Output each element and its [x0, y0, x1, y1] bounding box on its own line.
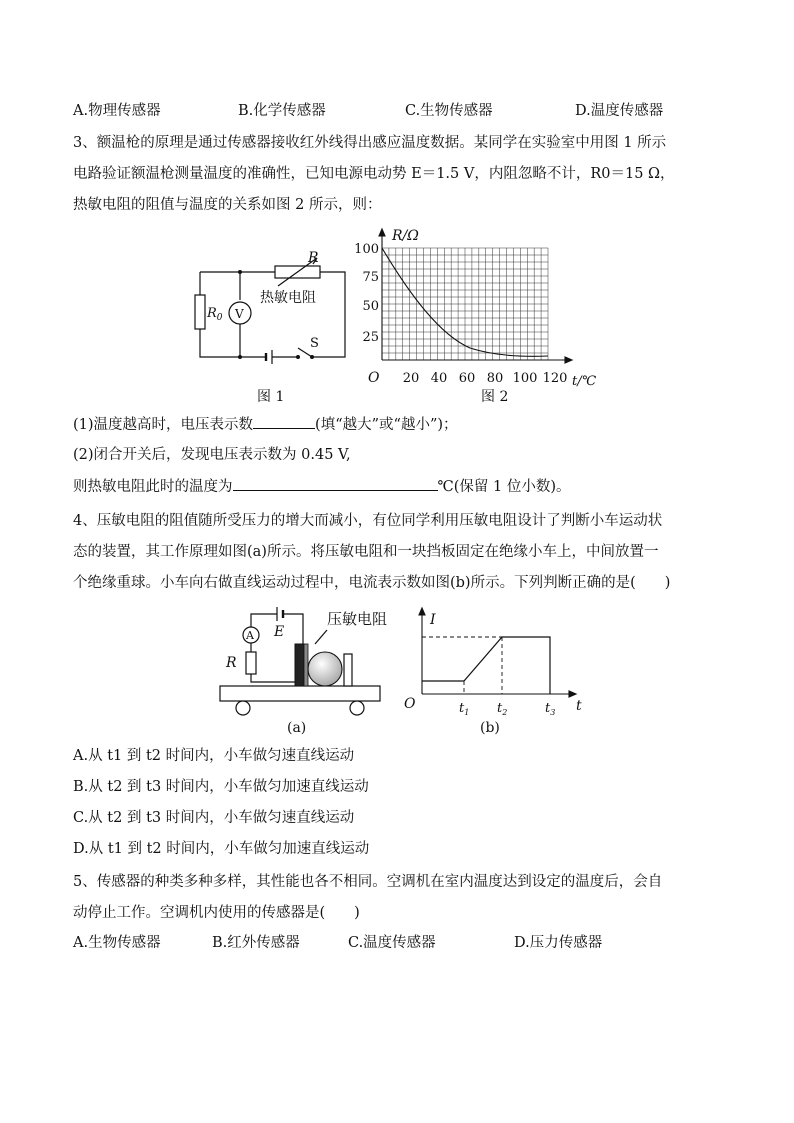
q5-option-d[interactable]: D.压力传感器: [514, 935, 603, 951]
fig2-xtick: 40: [430, 371, 448, 386]
q2-option-c: C.生物传感器: [405, 103, 493, 119]
insulating-ball: [308, 652, 342, 686]
fig2-ytick: 100: [354, 242, 379, 257]
figure-a-caption: (a): [287, 720, 307, 736]
q4-option-a[interactable]: A.从 t1 到 t2 时间内，小车做匀速直线运动: [73, 748, 355, 764]
q5-option-c[interactable]: C.温度传感器: [348, 935, 436, 951]
fig-b-x-label: t: [576, 698, 582, 714]
q4-text-line-3: 个绝缘重球。小车向右做直线运动过程中，电流表示数如图(b)所示。下列判断正确的是( ): [73, 575, 671, 591]
fig1-thermistor-label: 热敏电阻: [260, 290, 316, 306]
q3-text-line-1: 3、额温枪的原理是通过传感器接收红外线得出感应温度数据。某同学在实验室中用图 1 所示: [73, 135, 667, 151]
fig-a-e-label: E: [274, 624, 285, 640]
q3-sub-question-2: (2)闭合开关后，发现电压表示数为 0.45 V,: [73, 447, 351, 463]
fig-b-t1: $t_1$: [459, 701, 470, 716]
fig1-switch-label: S: [310, 336, 319, 351]
q3-sub-question-3: 则热敏电阻此时的温度为 ℃(保留 1 位小数)。: [73, 475, 570, 498]
fig-b-current-line: [422, 637, 550, 694]
figure-1-caption: 图 1: [257, 389, 285, 405]
fig2-ytick: 25: [362, 330, 379, 345]
q5-text-line-1: 5、传感器的种类多种多样，其性能也各不相同。空调机在室内温度达到设定的温度后，会自: [73, 874, 663, 890]
fig-a-sensor-label: 压敏电阻: [327, 610, 388, 628]
answer-blank-1[interactable]: [253, 413, 315, 429]
q5-option-b[interactable]: B.红外传感器: [212, 935, 300, 951]
q5-option-a[interactable]: A.生物传感器: [73, 935, 161, 951]
fig-b-origin: O: [404, 696, 416, 712]
fig-b-t2: $t_2$: [497, 701, 508, 716]
q4-text-line-2: 态的装置，其工作原理如图(a)所示。将压敏电阻和一块挡板固定在绝缘小车上，中间放置一: [73, 544, 659, 560]
q4-text-line-1: 4、压敏电阻的阻值随所受压力的增大而减小，有位同学利用压敏电阻设计了判断小车运动状: [73, 513, 663, 529]
figure-b-graph: [400, 604, 590, 716]
fig1-r-label: R: [308, 250, 319, 266]
fig2-xtick: 120: [542, 371, 568, 386]
fig2-y-axis-label: R/Ω: [392, 228, 419, 244]
fig-a-r-label: R: [226, 655, 237, 671]
q3-text-line-2: 电路验证额温枪测量温度的准确性，已知电源电动势 E＝1.5 V，内阻忽略不计，R0＝15 Ω，: [73, 166, 675, 182]
answer-blank-2[interactable]: [233, 475, 438, 491]
fig2-origin: O: [368, 370, 380, 386]
q4-option-b[interactable]: B.从 t2 到 t3 时间内，小车做匀加速直线运动: [73, 779, 369, 795]
q2-option-b: B.化学传感器: [238, 103, 326, 119]
figure-b-caption: (b): [480, 720, 500, 736]
fig2-ytick: 75: [362, 270, 379, 285]
fig2-x-axis-label: t/℃: [572, 374, 597, 389]
q2-option-d: D.温度传感器: [575, 103, 664, 119]
figure-2-caption: 图 2: [481, 389, 509, 405]
fig1-r0-label: $R_0$: [207, 306, 223, 323]
q3-sub-question-1: (1)温度越高时，电压表示数 (填“越大”或“越小”)；: [73, 413, 458, 436]
q3-text-line-3: 热敏电阻的阻值与温度的关系如图 2 所示，则：: [73, 197, 382, 213]
figure-a-apparatus: [215, 604, 415, 716]
q4-option-c[interactable]: C.从 t2 到 t3 时间内，小车做匀速直线运动: [73, 810, 355, 826]
figure-2-graph: [350, 225, 600, 390]
q2-option-a: A.物理传感器: [73, 103, 161, 119]
q4-option-d[interactable]: D.从 t1 到 t2 时间内，小车做匀加速直线运动: [73, 841, 370, 857]
q5-text-line-2: 动停止工作。空调机内使用的传感器是( ): [73, 905, 360, 921]
fig2-xtick: 20: [402, 371, 420, 386]
fig-b-t3: $t_3$: [545, 701, 556, 716]
fig1-voltmeter-symbol: V: [235, 307, 244, 321]
figure-1-circuit: [190, 240, 360, 370]
fig2-xtick: 80: [486, 371, 504, 386]
fig2-xtick: 60: [458, 371, 476, 386]
fig-b-y-label: I: [430, 612, 436, 628]
ammeter-symbol: A: [246, 629, 254, 642]
fig2-xtick: 100: [512, 371, 538, 386]
fig2-ytick: 50: [362, 299, 379, 314]
